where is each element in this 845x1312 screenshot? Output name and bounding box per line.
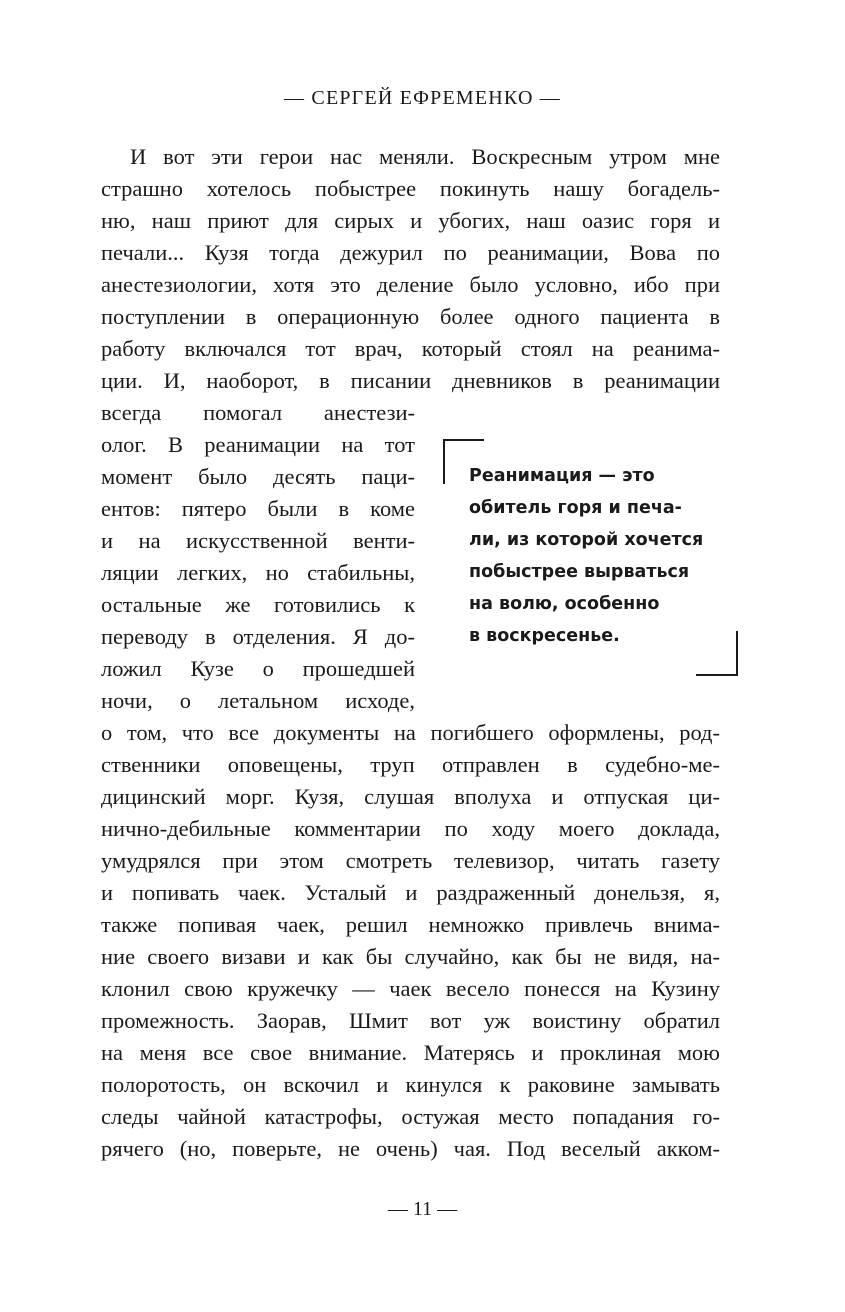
body-line: ентов: пятеро были в коме <box>101 496 415 521</box>
body-line: также попивая чаек, решил немножко привлечь внима- <box>101 912 720 937</box>
body-line: И вот эти герои нас меняли. Воскресным утром мне <box>130 144 720 169</box>
body-line: работу включался тот врач, который стоял на реанима- <box>101 336 720 361</box>
bracket-bottom-right <box>696 674 738 676</box>
body-line: всегда помогал анестези- <box>101 400 415 425</box>
body-line: умудрялся при этом смотреть телевизор, читать газету <box>101 848 720 873</box>
body-line: клонил свою кружечку — чаек весело понесся на Кузину <box>101 976 720 1001</box>
bracket-top-left-vertical <box>443 439 445 484</box>
body-line: ночи, о летальном исходе, <box>101 688 415 713</box>
pull-quote-line: побыстрее вырваться <box>469 562 690 582</box>
pull-quote-line: на волю, особенно <box>469 594 660 614</box>
bracket-top-left <box>443 439 484 441</box>
body-line: дицинский морг. Кузя, слушая вполуха и отпуская ци- <box>101 784 720 809</box>
body-line: следы чайной катастрофы, остужая место попадания го- <box>101 1104 720 1129</box>
body-line: ции. И, наоборот, в писании дневников в реанимации <box>101 368 720 393</box>
body-line: на меня все свое внимание. Матерясь и проклиная мою <box>101 1040 720 1065</box>
body-line: ственники оповещены, труп отправлен в судебно-ме- <box>101 752 720 777</box>
body-line: о том, что все документы на погибшего оформлены, род- <box>101 720 720 745</box>
pull-quote-line: в воскресенье. <box>469 626 620 646</box>
body-line: печали... Кузя тогда дежурил по реанимации, Вова по <box>101 240 720 265</box>
body-line: страшно хотелось побыстрее покинуть нашу богадель- <box>101 176 720 201</box>
running-header: — СЕРГЕЙ ЕФРЕМЕНКО — <box>284 87 561 109</box>
body-line: ляции легких, но стабильны, <box>101 560 415 585</box>
body-line: ложил Кузе о прошедшей <box>101 656 415 681</box>
body-line: полоротость, он вскочил и кинулся к раковине замывать <box>101 1072 720 1097</box>
body-line: и на искусственной венти- <box>101 528 415 553</box>
body-line: анестезиологии, хотя это деление было условно, ибо при <box>101 272 720 297</box>
body-line: рячего (но, поверьте, не очень) чая. Под веселый акком- <box>101 1136 720 1161</box>
pull-quote-line: обитель горя и печа- <box>469 498 682 518</box>
body-line: промежность. Заорав, Шмит вот уж воистину обратил <box>101 1008 720 1033</box>
bracket-bottom-right-vertical <box>736 631 738 676</box>
page-number: — 11 — <box>387 1198 458 1220</box>
body-line: ню, наш приют для сирых и убогих, наш оазис горя и <box>101 208 720 233</box>
pull-quote-line: ли, из которой хочется <box>469 530 704 550</box>
body-line: и попивать чаек. Усталый и раздраженный донельзя, я, <box>101 880 720 905</box>
body-line: нично-дебильные комментарии по ходу моего доклада, <box>101 816 720 841</box>
body-line: ние своего визави и как бы случайно, как бы не видя, на- <box>101 944 720 969</box>
body-line: переводу в отделения. Я до- <box>101 624 415 649</box>
pull-quote-line: Реанимация — это <box>469 466 655 486</box>
body-line: остальные же готовились к <box>101 592 415 617</box>
body-line: поступлении в операционную более одного пациента в <box>101 304 720 329</box>
body-line: момент было десять паци- <box>101 464 415 489</box>
pull-quote <box>469 460 709 652</box>
body-line: олог. В реанимации на тот <box>101 432 415 457</box>
